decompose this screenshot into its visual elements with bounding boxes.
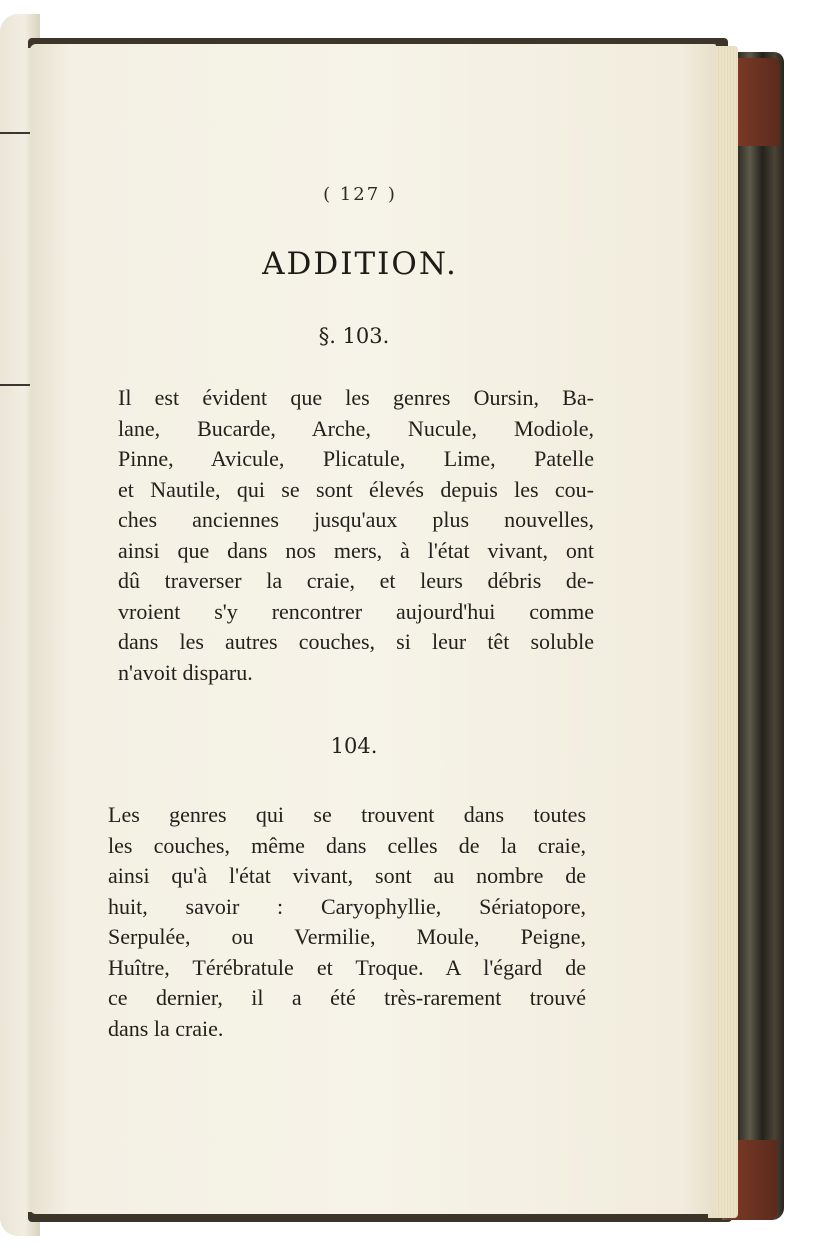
text-line: Huître, Térébratule et Troque. A l'égard de bbox=[108, 954, 586, 980]
text-line: les couches, même dans celles de la craie, bbox=[108, 832, 586, 858]
spine-leather-corner-top bbox=[736, 58, 780, 146]
text-line: dans la craie. bbox=[108, 1015, 224, 1041]
text-line: et Nautile, qui se sont élevés depuis les cou- bbox=[118, 476, 594, 502]
page-heading: ADDITION. bbox=[262, 246, 458, 282]
text-line: vroient s'y rencontrer aujourd'hui comme bbox=[118, 598, 594, 624]
text-line: huit, savoir : Caryophyllie, Sériatopore, bbox=[108, 893, 586, 919]
text-line: ce dernier, il a été très-rarement trouvé bbox=[108, 985, 586, 1010]
paragraph bbox=[118, 383, 594, 688]
text-line: Serpulée, ou Vermilie, Moule, Peigne, bbox=[108, 924, 586, 949]
left-page-rule bbox=[0, 384, 30, 386]
text-line: ainsi que dans nos mers, à l'état vivant, ont bbox=[118, 537, 594, 563]
text-line: Il est évident que les genres Oursin, Ba- bbox=[118, 385, 594, 410]
text-line: n'avoit disparu. bbox=[118, 659, 253, 685]
text-line: ches anciennes jusqu'aux plus nouvelles, bbox=[118, 507, 594, 532]
section-number: §. 103. bbox=[318, 324, 390, 348]
text-line: lane, Bucarde, Arche, Nucule, Modiole, bbox=[118, 415, 594, 441]
left-page-rule bbox=[0, 132, 30, 134]
text-line: ainsi qu'à l'état vivant, sont au nombre de bbox=[108, 863, 586, 888]
text-line: dû traverser la craie, et leurs débris de- bbox=[118, 568, 594, 593]
text-line: Pinne, Avicule, Plicatule, Lime, Patelle bbox=[118, 446, 594, 471]
text-line: dans les autres couches, si leur têt soluble bbox=[118, 629, 594, 654]
paragraph bbox=[108, 800, 586, 1044]
section-number: 104. bbox=[330, 734, 378, 758]
page-number: ( 127 ) bbox=[323, 184, 397, 205]
text-line: Les genres qui se trouvent dans toutes bbox=[108, 802, 586, 827]
